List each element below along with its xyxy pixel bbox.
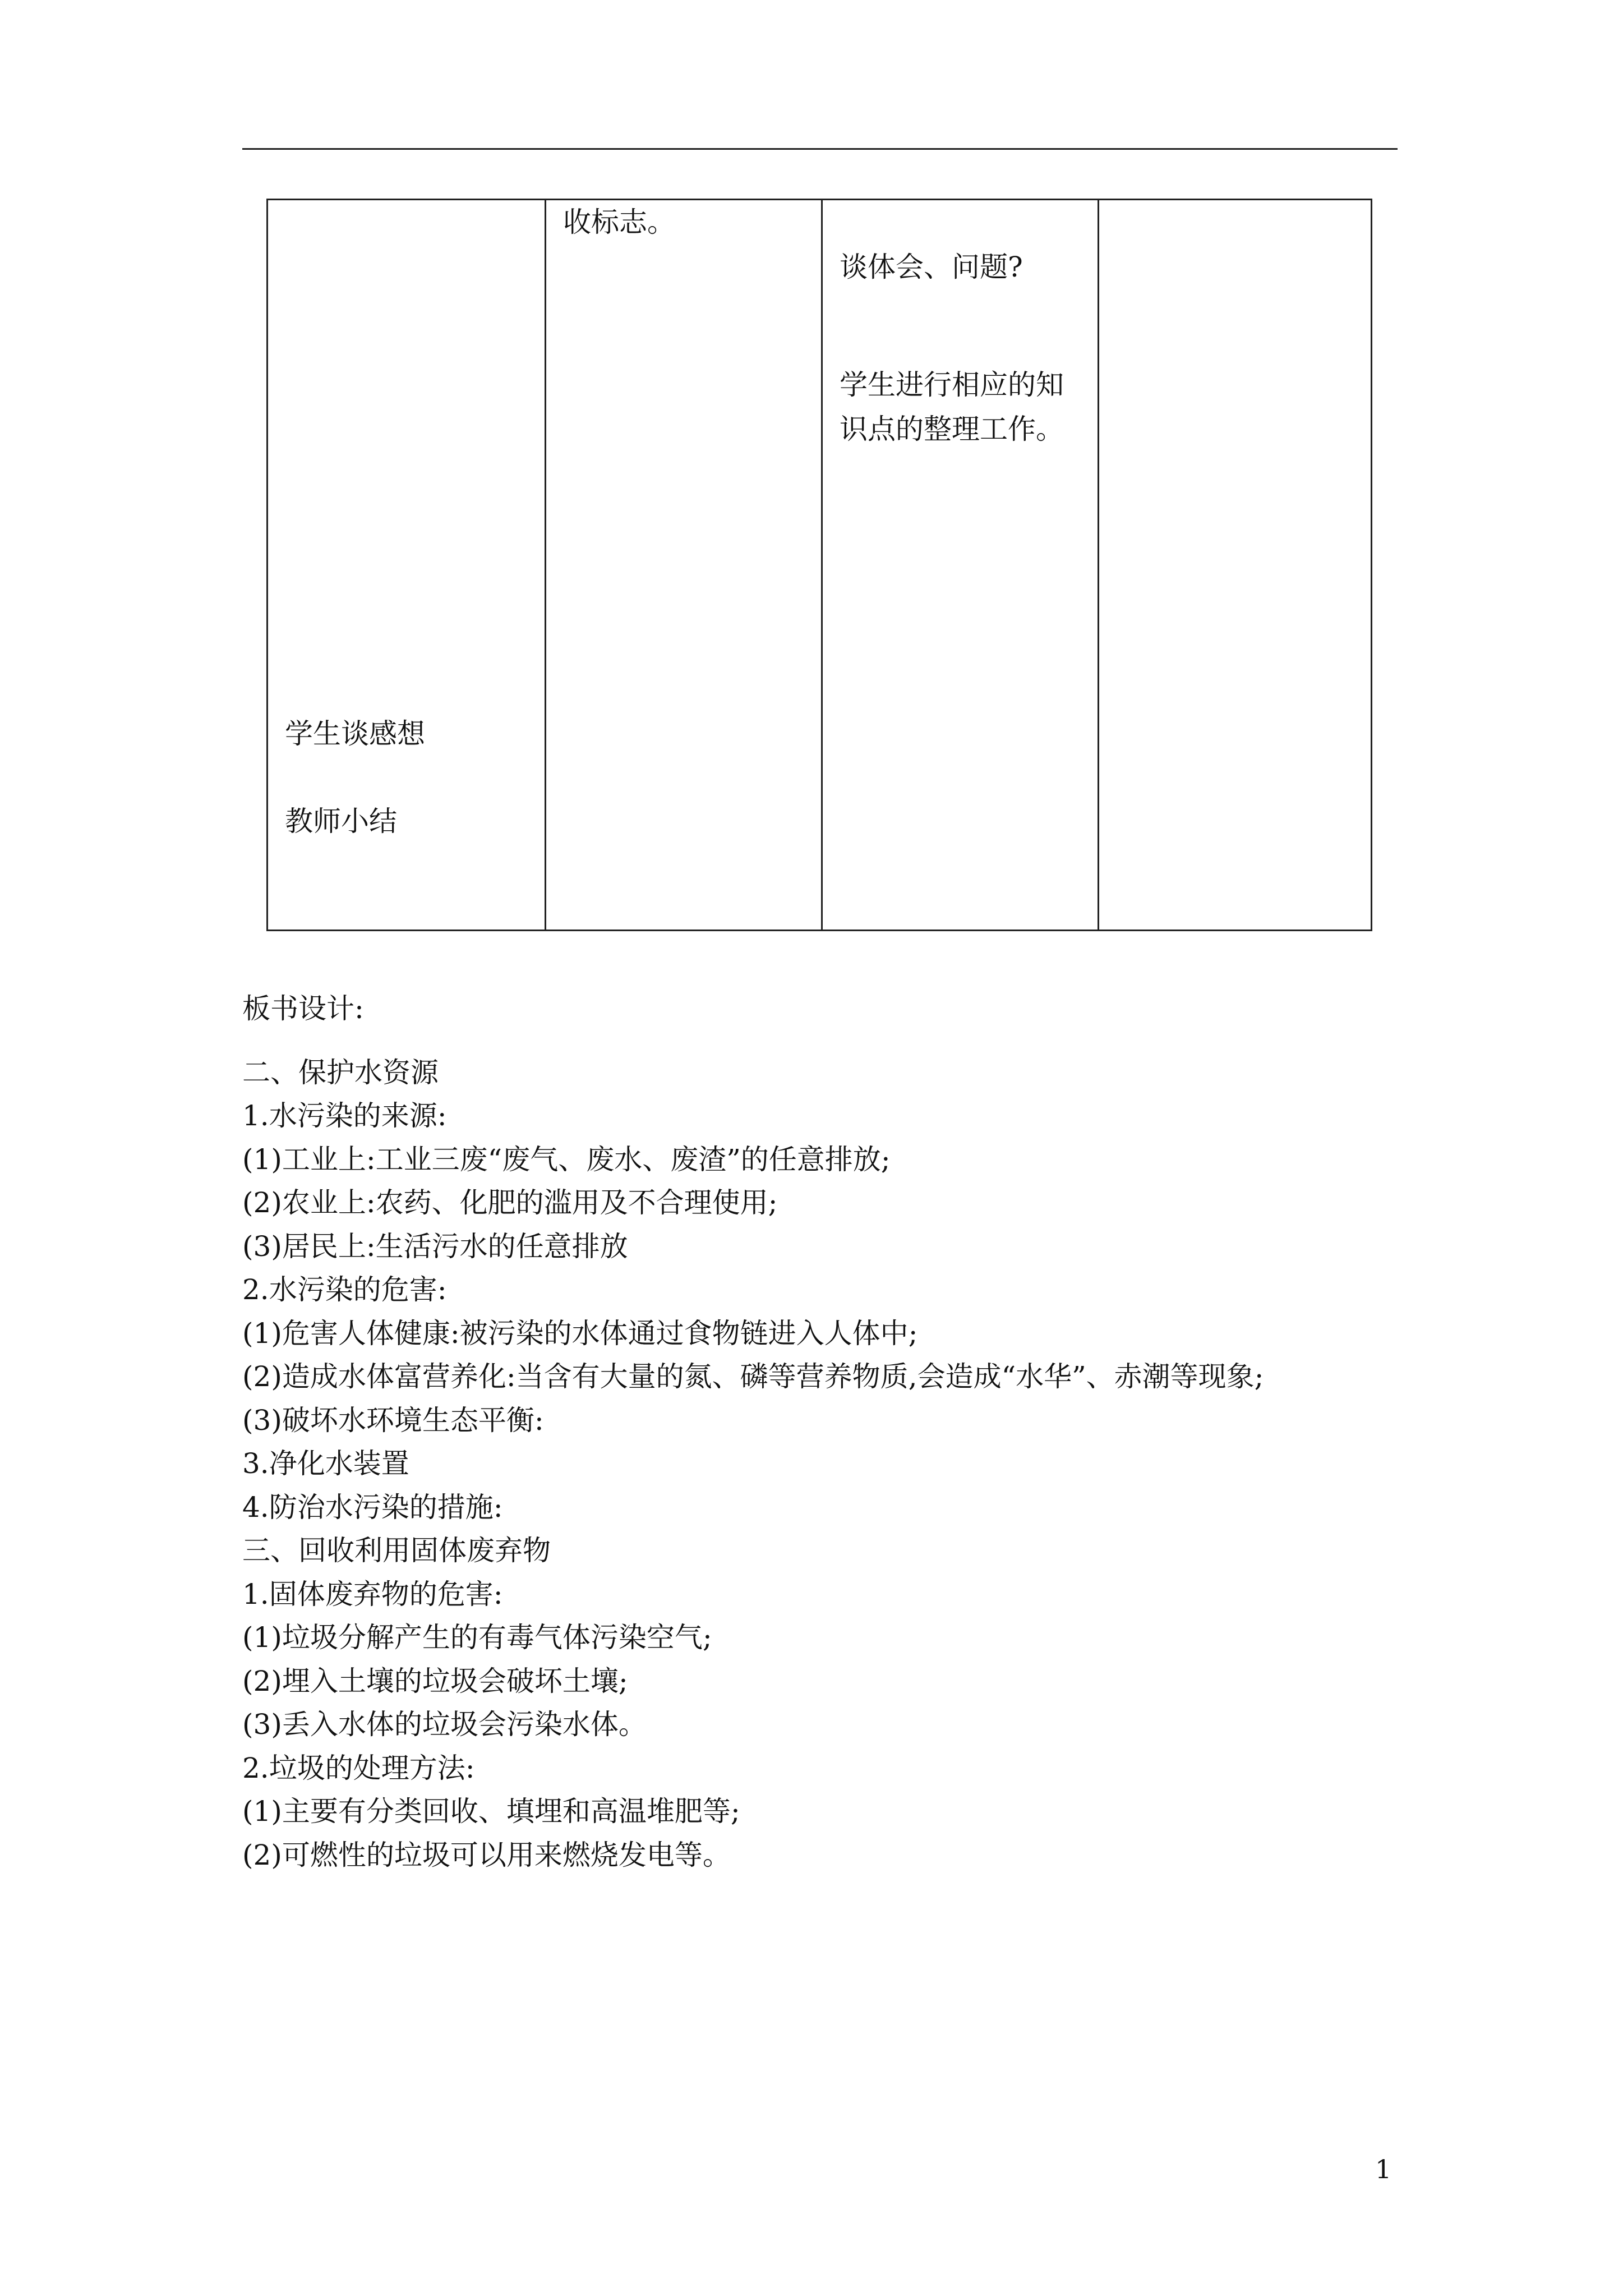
board-line: 4.防治水污染的措施: [242, 1490, 503, 1524]
board-line: 三、回收利用固体废弃物 [242, 1534, 551, 1567]
board-line: (3)居民上:生活污水的任意排放 [242, 1230, 628, 1263]
cell-text: 学生进行相应的知识点的整理工作。 [840, 369, 1064, 445]
cell-text: 学生谈感想 [285, 717, 425, 750]
header-rule [242, 148, 1398, 150]
board-line: (2)埋入土壤的垃圾会破坏土壤; [242, 1664, 628, 1697]
board-line: 2.水污染的危害: [242, 1273, 447, 1306]
board-design [242, 987, 1264, 1877]
board-line: 2.垃圾的处理方法: [242, 1751, 475, 1784]
board-line: (1)主要有分类回收、填埋和高温堆肥等; [242, 1795, 740, 1828]
table-column-3 [821, 200, 1098, 930]
board-line: 1.水污染的来源: [242, 1099, 447, 1132]
page-number: 1 [1375, 2154, 1392, 2184]
board-line: (1)工业上:工业三废“废气、废水、废渣”的任意排放; [242, 1143, 891, 1176]
cell-text: 教师小结 [285, 805, 397, 838]
board-line: (3)破坏水环境生态平衡: [242, 1404, 544, 1437]
board-line: 3.净化水装置 [242, 1447, 409, 1480]
lesson-table [266, 199, 1372, 931]
table-column-4 [1098, 200, 1374, 930]
board-line: (2)可燃性的垃圾可以用来燃烧发电等。 [242, 1838, 731, 1871]
cell-text: 谈体会、问题? [840, 251, 1023, 283]
cell-text: 收标志。 [563, 206, 675, 238]
table-column-1 [268, 200, 545, 930]
board-line: 1.固体废弃物的危害: [242, 1577, 503, 1611]
board-title: 板书设计: [242, 992, 364, 1025]
board-line: (1)垃圾分解产生的有毒气体污染空气; [242, 1621, 712, 1654]
board-line: (1)危害人体健康:被污染的水体通过食物链进入人体中; [242, 1317, 918, 1350]
board-line: (2)造成水体富营养化:当含有大量的氮、磷等营养物质,会造成“水华”、赤潮等现象; [242, 1360, 1264, 1393]
table-column-2 [545, 200, 821, 930]
board-line: 二、保护水资源 [242, 1056, 439, 1089]
board-line: (2)农业上:农药、化肥的滥用及不合理使用; [242, 1186, 778, 1219]
board-line: (3)丢入水体的垃圾会污染水体。 [242, 1708, 647, 1741]
